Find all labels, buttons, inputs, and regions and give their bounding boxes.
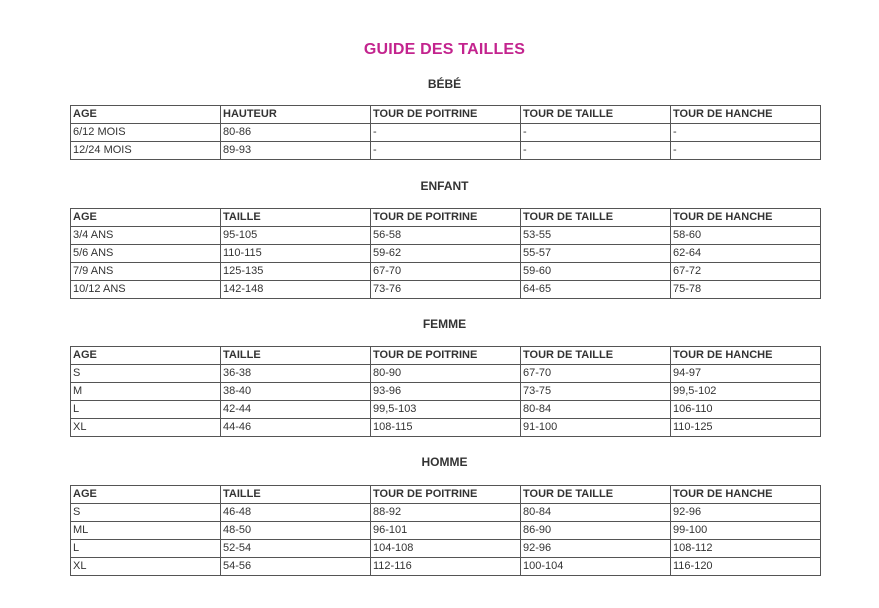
table-cell: 42-44	[221, 401, 371, 419]
table-cell: -	[371, 124, 521, 142]
table-cell: 116-120	[671, 558, 821, 576]
table-cell: -	[671, 142, 821, 160]
header-cell: AGE	[71, 106, 221, 124]
table-cell: 59-60	[521, 263, 671, 281]
table-cell: 59-62	[371, 245, 521, 263]
size-table-enfant	[70, 208, 821, 299]
table-cell: 54-56	[221, 558, 371, 576]
table-cell: 73-75	[521, 383, 671, 401]
table-cell: 55-57	[521, 245, 671, 263]
table-cell: 92-96	[671, 504, 821, 522]
table-header-row	[71, 209, 821, 227]
table-row	[71, 263, 821, 281]
table-cell: 52-54	[221, 540, 371, 558]
table-cell: 80-84	[521, 504, 671, 522]
table-cell: 7/9 ANS	[71, 263, 221, 281]
table-cell: 99-100	[671, 522, 821, 540]
table-cell: 106-110	[671, 401, 821, 419]
table-row	[71, 419, 821, 437]
header-cell: TAILLE	[221, 486, 371, 504]
table-cell: 86-90	[521, 522, 671, 540]
table-cell: 94-97	[671, 365, 821, 383]
table-cell: 89-93	[221, 142, 371, 160]
table-cell: 99,5-103	[371, 401, 521, 419]
table-cell: 5/6 ANS	[71, 245, 221, 263]
table-header-row	[71, 486, 821, 504]
table-cell: XL	[71, 419, 221, 437]
table-cell: 80-84	[521, 401, 671, 419]
table-cell: -	[521, 142, 671, 160]
table-cell: 91-100	[521, 419, 671, 437]
table-cell: L	[71, 540, 221, 558]
table-cell: 110-125	[671, 419, 821, 437]
table-cell: 53-55	[521, 227, 671, 245]
table-cell: 100-104	[521, 558, 671, 576]
table-row	[71, 245, 821, 263]
table-cell: 36-38	[221, 365, 371, 383]
page-title: GUIDE DES TAILLES	[363, 41, 526, 58]
table-cell: 96-101	[371, 522, 521, 540]
table-cell: M	[71, 383, 221, 401]
table-cell: 67-72	[671, 263, 821, 281]
table-cell: 88-92	[371, 504, 521, 522]
table-cell: 92-96	[521, 540, 671, 558]
table-cell: 110-115	[221, 245, 371, 263]
size-table-femme	[70, 346, 821, 437]
header-cell: AGE	[71, 347, 221, 365]
table-cell: S	[71, 504, 221, 522]
table-row	[71, 227, 821, 245]
table-cell: 108-115	[371, 419, 521, 437]
table-row	[71, 365, 821, 383]
header-cell: TOUR DE POITRINE	[371, 347, 521, 365]
table-cell: 93-96	[371, 383, 521, 401]
header-cell: TAILLE	[221, 209, 371, 227]
table-cell: 99,5-102	[671, 383, 821, 401]
table-row	[71, 383, 821, 401]
header-cell: TOUR DE HANCHE	[671, 106, 821, 124]
table-row	[71, 401, 821, 419]
header-cell: TOUR DE TAILLE	[521, 486, 671, 504]
table-cell: 67-70	[371, 263, 521, 281]
section-title-enfant: ENFANT	[420, 179, 469, 193]
table-row	[71, 522, 821, 540]
header-cell: TOUR DE TAILLE	[521, 106, 671, 124]
header-cell: TOUR DE TAILLE	[521, 347, 671, 365]
table-row	[71, 281, 821, 299]
table-cell: L	[71, 401, 221, 419]
table-cell: 104-108	[371, 540, 521, 558]
header-cell: AGE	[71, 209, 221, 227]
size-table-homme	[70, 485, 821, 576]
table-cell: 3/4 ANS	[71, 227, 221, 245]
header-cell: TAILLE	[221, 347, 371, 365]
table-cell: 73-76	[371, 281, 521, 299]
table-cell: 95-105	[221, 227, 371, 245]
section-title-bebe: BÉBÉ	[427, 77, 462, 91]
table-cell: -	[671, 124, 821, 142]
table-cell: 75-78	[671, 281, 821, 299]
size-table-bebe	[70, 105, 821, 160]
table-cell: 58-60	[671, 227, 821, 245]
table-cell: XL	[71, 558, 221, 576]
table-row	[71, 558, 821, 576]
table-header-row	[71, 347, 821, 365]
table-cell: 142-148	[221, 281, 371, 299]
header-cell: AGE	[71, 486, 221, 504]
table-cell: 67-70	[521, 365, 671, 383]
table-row	[71, 124, 821, 142]
header-cell: TOUR DE POITRINE	[371, 106, 521, 124]
table-row	[71, 504, 821, 522]
header-cell: TOUR DE POITRINE	[371, 486, 521, 504]
table-row	[71, 142, 821, 160]
table-cell: 56-58	[371, 227, 521, 245]
table-cell: 125-135	[221, 263, 371, 281]
section-title-femme: FEMME	[422, 317, 467, 331]
table-cell: S	[71, 365, 221, 383]
header-cell: TOUR DE TAILLE	[521, 209, 671, 227]
table-header-row	[71, 106, 821, 124]
table-cell: 80-90	[371, 365, 521, 383]
table-cell: 108-112	[671, 540, 821, 558]
header-cell: TOUR DE HANCHE	[671, 209, 821, 227]
table-cell: 12/24 MOIS	[71, 142, 221, 160]
section-title-homme: HOMME	[421, 455, 468, 469]
table-cell: 64-65	[521, 281, 671, 299]
table-cell: 46-48	[221, 504, 371, 522]
table-cell: 48-50	[221, 522, 371, 540]
header-cell: HAUTEUR	[221, 106, 371, 124]
table-cell: ML	[71, 522, 221, 540]
table-cell: 10/12 ANS	[71, 281, 221, 299]
table-cell: -	[371, 142, 521, 160]
table-cell: -	[521, 124, 671, 142]
header-cell: TOUR DE HANCHE	[671, 486, 821, 504]
table-cell: 112-116	[371, 558, 521, 576]
header-cell: TOUR DE POITRINE	[371, 209, 521, 227]
table-cell: 38-40	[221, 383, 371, 401]
table-row	[71, 540, 821, 558]
table-cell: 62-64	[671, 245, 821, 263]
table-cell: 44-46	[221, 419, 371, 437]
header-cell: TOUR DE HANCHE	[671, 347, 821, 365]
table-cell: 80-86	[221, 124, 371, 142]
table-cell: 6/12 MOIS	[71, 124, 221, 142]
